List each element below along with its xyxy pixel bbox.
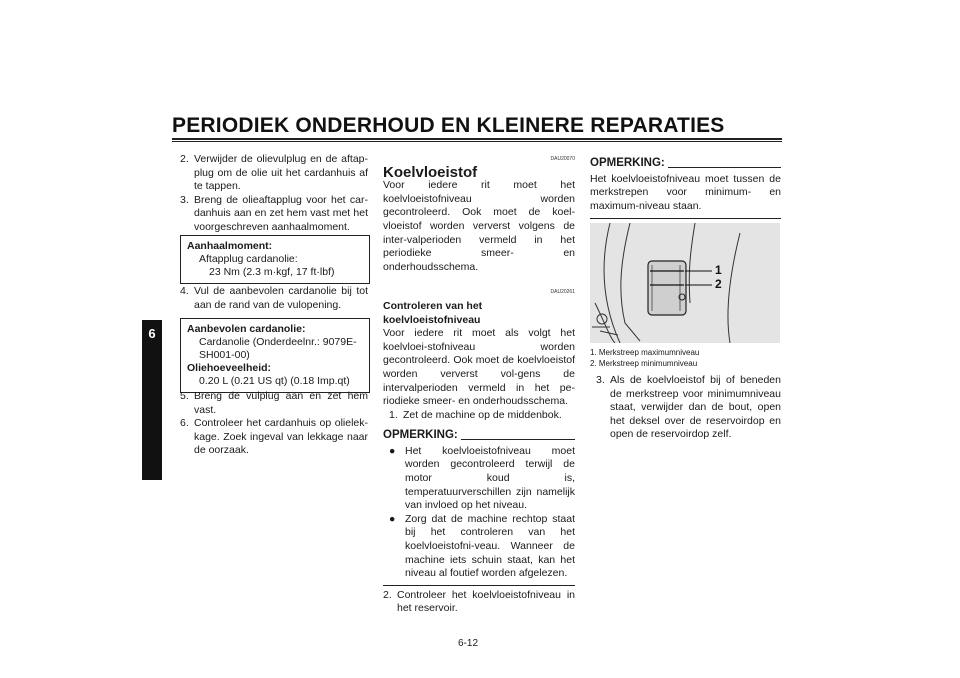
torque-value: 23 Nm (2.3 m·kgf, 17 ft·lbf): [209, 266, 335, 278]
note-bullets: [383, 445, 575, 581]
steps-a: [180, 153, 368, 235]
oil-type: Cardanolie (Onderdeelnr.: 9079E-SH001-00): [199, 336, 357, 361]
steps-b-wrap: [180, 285, 368, 312]
figure-label-max: 1: [715, 263, 722, 277]
list-item: 3. Breng de olieaftapplug voor het car-danhuis aan en zet hem vast met het voorgeschreven aanhaalmoment.: [180, 193, 368, 233]
figure-label-min: 2: [715, 277, 722, 291]
column-middle: [383, 153, 575, 616]
column-right: [590, 157, 781, 219]
note-heading: OPMERKING:: [590, 157, 781, 171]
torque-label: Aftapplug cardanolie:: [199, 253, 298, 265]
header-rule: [172, 138, 782, 140]
note-end-rule: [383, 585, 575, 586]
list-item: ● Het koelvloeistofniveau moet worden gecontroleerd terwijl de motor koud is, temperatuurverschillen zijn namelijk van invloed op het niveau.: [383, 445, 575, 513]
chapter-tab: [142, 320, 162, 480]
step-two: [383, 589, 575, 616]
step-three-wrap: [596, 374, 781, 442]
reservoir-illustration: [590, 223, 780, 343]
header-rule-thin: [172, 141, 782, 142]
list-item: 5. Breng de vulplug aan en zet hem vast.: [180, 390, 368, 416]
page-title: PERIODIEK ONDERHOUD EN KLEINERE REPARATIES: [172, 114, 725, 137]
bullet-icon: ●: [389, 512, 396, 525]
steps-b: [180, 285, 368, 312]
list-item: 3. Als de koelvloeistof bij of beneden de merkstreep voor minimumniveau staat, verwijder dan de bout, open het deksel over de reservoirdop en open de reservoirdop zelf.: [596, 374, 781, 441]
steps-c-wrap: [180, 390, 368, 458]
note-end-rule: [590, 218, 781, 219]
oil-quantity-heading: Oliehoeveelheid:: [187, 362, 272, 374]
note-text: Het koelvloeistofniveau moet tussen de merkstrepen voor minimum- en maximum-niveau staan.: [590, 172, 781, 212]
step-one: [383, 409, 575, 423]
subsection-title: Controleren van het koelvloeistofniveau: [383, 299, 483, 326]
subsection-intro: Voor iedere rit moet als volgt het koelvloei-stofniveau worden gecontroleerd. Ook moet de koelvloeistof worden ververst vol-gens de intervalperioden vermeld in het pe-riodieke smeer- en onderhoudsschema.: [383, 327, 575, 408]
oil-spec-box: [180, 318, 370, 393]
column-left: [180, 153, 368, 235]
list-item: 4. Vul de aanbevolen cardanolie bij tot aan de rand van de vulopening.: [180, 285, 368, 311]
list-item: 2. Verwijder de olievulplug en de aftap-plug om de olie uit het cardanhuis af te tappen.: [180, 153, 368, 193]
list-item: 2. Controleer het koelvloeistofniveau in het reservoir.: [383, 588, 575, 615]
note-heading: OPMERKING:: [383, 429, 575, 443]
doc-code: DAU20070: [550, 156, 575, 162]
page-number: 6-12: [458, 638, 479, 649]
list-item: 1. Zet de machine op de middenbok.: [389, 408, 562, 421]
torque-spec-box: [180, 235, 370, 284]
steps-c: [180, 390, 368, 458]
section-title: Koelvloeistof: [383, 163, 478, 181]
torque-heading: Aanhaalmoment:: [187, 240, 273, 252]
bullet-icon: ●: [389, 444, 396, 457]
list-item: 6. Controleer het cardanhuis op olielek-kage. Zoek ingeval van lekkage naar de oorzaak.: [180, 417, 368, 457]
caption-item: 1. Merkstreep maximumniveau: [590, 348, 700, 357]
section-intro: Voor iedere rit moet het koelvloeistofniveau worden gecontroleerd. Ook moet de koel-vloeistof worden ververst volgens de inter-valperioden vermeld in het periodieke smeer- en onderhoudsschema.: [383, 179, 575, 273]
doc-code: DAU20261: [550, 289, 575, 296]
step-three: [596, 374, 781, 442]
caption-item: 2. Merkstreep minimumniveau: [590, 359, 698, 368]
figure-captions: [590, 347, 780, 369]
oil-heading: Aanbevolen cardanolie:: [187, 323, 306, 335]
chapter-tab-number: 6: [148, 326, 156, 341]
oil-quantity: 0.20 L (0.21 US qt) (0.18 Imp.qt): [199, 375, 350, 387]
list-item: ● Zorg dat de machine rechtop staat bij het controleren van het koelvloeistofni-veau. Wanneer de machine iets schuin staat, kan het niveau al foutief worden afgelezen.: [383, 513, 575, 581]
coolant-reservoir-figure: [590, 223, 780, 343]
